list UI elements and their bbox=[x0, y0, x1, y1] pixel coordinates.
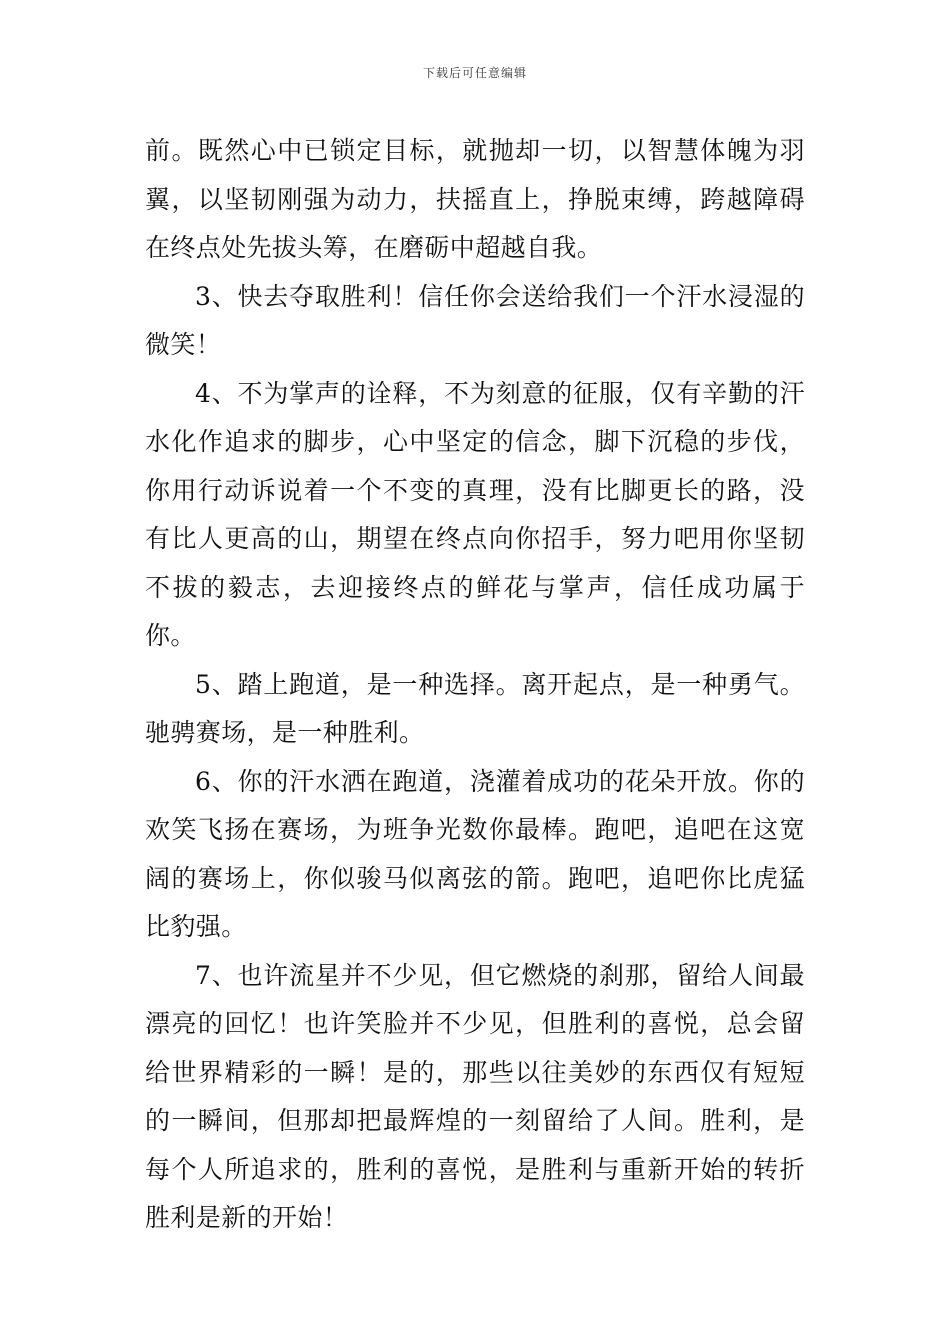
document-body bbox=[145, 127, 805, 1243]
paragraph-item-5: 5、踏上跑道，是一种选择。离开起点，是一种勇气。驰骋赛场，是一种胜利。 bbox=[145, 669, 805, 747]
paragraph-item-6: 6、你的汗水洒在跑道，浇灌着成功的花朵开放。你的欢笑飞扬在赛场，为班争光数你最棒。跑吧，追吧在这宽阔的赛场上，你似骏马似离弦的箭。跑吧，追吧你比虎猛比豹强。 bbox=[145, 766, 805, 941]
page-header-note: 下载后可任意编辑 bbox=[422, 66, 527, 80]
paragraph-continuation: 前。既然心中已锁定目标，就抛却一切，以智慧体魄为羽翼，以坚韧刚强为动力，扶摇直上，挣脱束缚，跨越障碍在终点处先拔头筹，在磨砺中超越自我。 bbox=[145, 136, 805, 262]
paragraph-item-3: 3、快去夺取胜利！信任你会送给我们一个汗水浸湿的微笑！ bbox=[145, 281, 805, 359]
paragraph-item-7: 7、也许流星并不少见，但它燃烧的刹那，留给人间最漂亮的回忆！也许笑脸并不少见，但胜利的喜悦，总会留给世界精彩的一瞬！是的，那些以往美妙的东西仅有短短的一瞬间，但那却把最辉煌的一刻留给了人间。胜利，是每个人所追求的，胜利的喜悦，是胜利与重新开始的转折胜利是新的开始！ bbox=[145, 960, 805, 1232]
paragraph-item-4: 4、不为掌声的诠释，不为刻意的征服，仅有辛勤的汗水化作追求的脚步，心中坚定的信念，脚下沉稳的步伐，你用行动诉说着一个不变的真理，没有比脚更长的路，没有比人更高的山，期望在终点向你招手，努力吧用你坚韧不拔的毅志，去迎接终点的鲜花与掌声，信任成功属于你。 bbox=[145, 378, 805, 650]
